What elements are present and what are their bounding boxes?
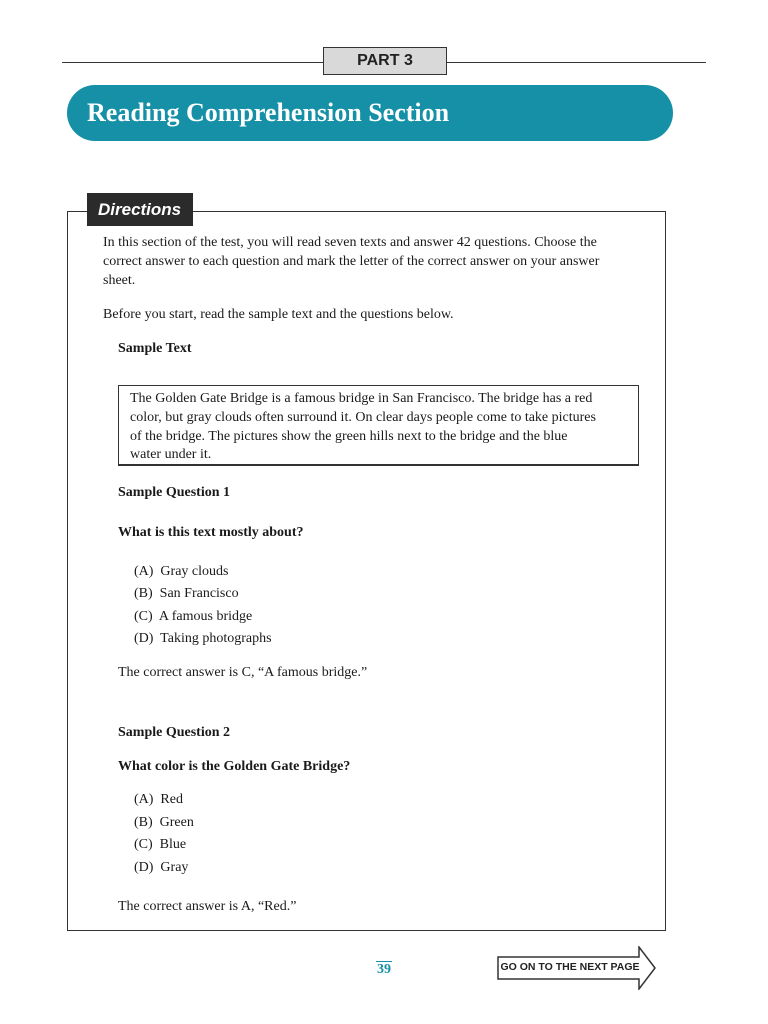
sample-text-heading: Sample Text (118, 341, 192, 356)
question-heading: Sample Question 2 (118, 725, 231, 740)
sample-text-line: water under it. (130, 447, 212, 462)
directions-tab (87, 193, 193, 226)
answer-option: (A) Gray clouds (134, 564, 229, 579)
section-title-banner (67, 85, 673, 141)
sample-text-line: color, but gray clouds often surround it. On clear days people come to take pictures (130, 410, 596, 425)
sample-text-line: The Golden Gate Bridge is a famous bridge in San Francisco. The bridge has a red (130, 391, 593, 406)
question-heading: Sample Question 1 (118, 485, 231, 500)
answer-option: (A) Red (134, 792, 183, 807)
answer-option: (C) A famous bridge (134, 609, 253, 624)
directions-intro-line: In this section of the test, you will read seven texts and answer 42 questions. Choose the (103, 235, 597, 250)
answer-option: (B) Green (134, 815, 194, 830)
correct-answer-text: The correct answer is A, “Red.” (118, 899, 297, 914)
directions-intro-line: sheet. (103, 273, 136, 288)
page-number: 39 (377, 962, 391, 977)
before-start-text: Before you start, read the sample text and the questions below. (103, 307, 454, 322)
directions-label: Directions (98, 199, 182, 219)
question-prompt: What color is the Golden Gate Bridge? (118, 759, 351, 774)
answer-option: (C) Blue (134, 837, 187, 852)
next-page-label: GO ON TO THE NEXT PAGE (500, 961, 640, 973)
correct-answer-text: The correct answer is C, “A famous bridge.” (118, 665, 368, 680)
directions-intro-line: correct answer to each question and mark the letter of the correct answer on your answer (103, 254, 600, 269)
answer-option: (D) Gray (134, 860, 189, 875)
section-title: Reading Comprehension Section (87, 98, 450, 127)
answer-option: (B) San Francisco (134, 586, 239, 601)
sample-text-line: of the bridge. The pictures show the green hills next to the bridge and the blue (130, 429, 568, 444)
question-prompt: What is this text mostly about? (118, 525, 304, 540)
part-label: PART 3 (323, 47, 447, 75)
answer-option: (D) Taking photographs (134, 631, 272, 646)
